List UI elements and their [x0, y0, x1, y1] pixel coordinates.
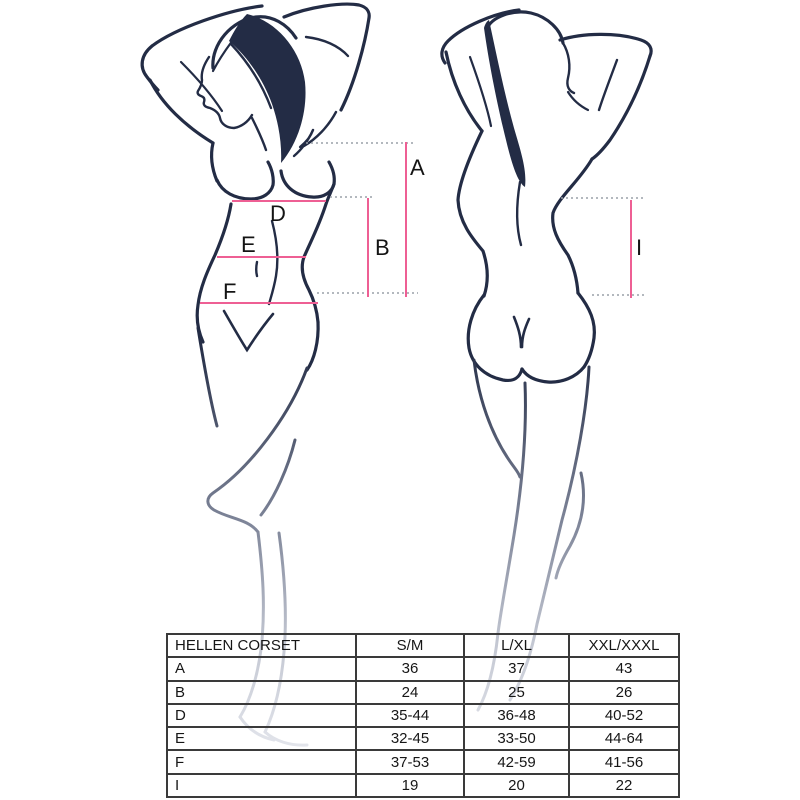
- size-table-row-e: [167, 727, 679, 750]
- size-column-header-lxl: L/XL: [464, 634, 569, 657]
- table-cell: 32-45: [356, 727, 464, 750]
- size-column-header-sm: S/M: [356, 634, 464, 657]
- size-table-row-f: [167, 750, 679, 773]
- size-table-row-b: [167, 681, 679, 704]
- table-cell: 37-53: [356, 750, 464, 773]
- table-cell: 24: [356, 681, 464, 704]
- front-figure: [142, 4, 369, 370]
- row-label: A: [167, 657, 356, 680]
- measure-label-a: A: [410, 155, 426, 180]
- table-cell: 44-64: [569, 727, 679, 750]
- dotted-guide-lines: [306, 143, 644, 295]
- table-cell: 26: [569, 681, 679, 704]
- size-table: [166, 633, 680, 798]
- measure-label-d: D: [270, 201, 287, 226]
- table-cell: 25: [464, 681, 569, 704]
- measure-label-i: I: [636, 235, 643, 260]
- measure-label-b: B: [375, 235, 391, 260]
- table-cell: 19: [356, 774, 464, 797]
- product-name-cell: HELLEN CORSET: [167, 634, 356, 657]
- table-cell: 33-50: [464, 727, 569, 750]
- table-cell: 42-59: [464, 750, 569, 773]
- size-table-row-d: [167, 704, 679, 727]
- measure-label-e: E: [241, 232, 257, 257]
- row-label: B: [167, 681, 356, 704]
- table-cell: 36: [356, 657, 464, 680]
- table-cell: 22: [569, 774, 679, 797]
- measure-label-f: F: [223, 279, 237, 304]
- table-cell: 20: [464, 774, 569, 797]
- size-table-row-a: [167, 657, 679, 680]
- size-table-row-i: [167, 774, 679, 797]
- row-label: E: [167, 727, 356, 750]
- row-label: D: [167, 704, 356, 727]
- table-cell: 41-56: [569, 750, 679, 773]
- table-cell: 36-48: [464, 704, 569, 727]
- back-figure: [442, 10, 651, 382]
- size-table-header-row: [167, 634, 679, 657]
- table-cell: 35-44: [356, 704, 464, 727]
- row-label: I: [167, 774, 356, 797]
- table-cell: 37: [464, 657, 569, 680]
- table-cell: 43: [569, 657, 679, 680]
- row-label: F: [167, 750, 356, 773]
- table-cell: 40-52: [569, 704, 679, 727]
- size-column-header-xxl: XXL/XXXL: [569, 634, 679, 657]
